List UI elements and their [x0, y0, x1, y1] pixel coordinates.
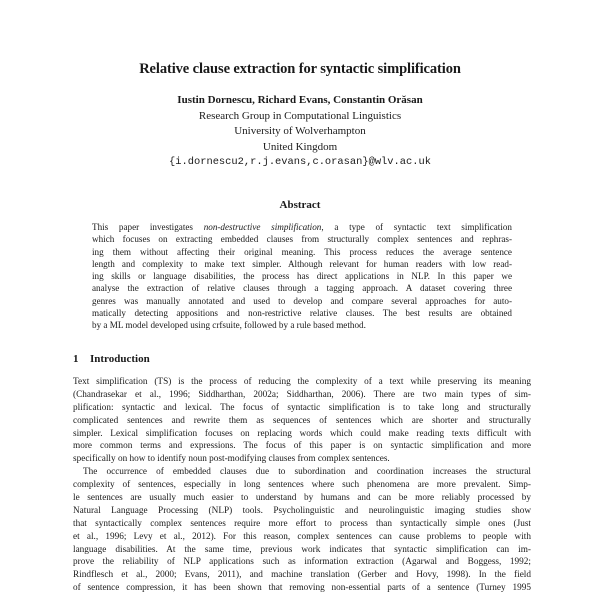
abstract-line: genres was manually annotated and used to develop and compare several approaches for auto-: [92, 295, 512, 306]
abstract-line: ing them without affecting their original meaning. This process reduces the average sentence: [92, 246, 512, 257]
abstract-heading: Abstract: [279, 199, 321, 211]
section-number: 1: [73, 353, 79, 365]
abstract-line: by a ML model developed using crfsuite, followed by a rule based method.: [92, 320, 366, 330]
abstract-line: This paper investigates non-destructive simplification, a type of syntactic text simplification: [92, 222, 512, 232]
abstract-line: analyse the extraction of relative clauses through a tagging approach. A dataset covering three: [92, 283, 512, 294]
paper-title: Relative clause extraction for syntactic simplification: [139, 61, 461, 77]
abstract-line: which focuses on extracting embedded clauses from structurally complex sentences and rephras-: [92, 234, 512, 245]
affiliation-country: United Kingdom: [262, 140, 338, 153]
section-title: Introduction: [90, 353, 150, 365]
body-line: The occurrence of embedded clauses due to subordination and coordination increases the structural: [83, 467, 531, 478]
body-line: more common terms and expressions. The focus of this paper is on syntactic simplification and more: [73, 441, 531, 452]
abstract-text: [92, 221, 512, 331]
body-line: complicated sentences and rewrite them as sequences of sentences which are shorter and structurally: [73, 415, 531, 426]
affiliation-university: University of Wolverhampton: [234, 125, 366, 137]
body-line: et al., 1996; Levy et al., 2012). For this reason, complex sentences can cause problems to people with: [73, 531, 531, 542]
abstract-emphasis: non-destructive simplification: [203, 222, 322, 232]
body-line: prove the reliability of NLP applications such as information extraction (Agarwal and Boggess, 1992;: [73, 557, 531, 568]
author-block: [0, 93, 600, 171]
body-line: language disabilities. At the same time, previous work indicates that syntactic simplification can im-: [73, 544, 531, 555]
body-line: of sentence compression, it has been shown that removing non-essential parts of a sentence (Turney 1995: [73, 583, 531, 594]
body-line: (Chandrasekar et al., 1996; Siddharthan, 2002a; Siddharthan, 2006). There are two main types of sim-: [73, 389, 531, 400]
abstract-line: length and complexity to make text simpler. Although relevant for human readers with low read-: [92, 258, 512, 269]
body-text: [73, 376, 531, 595]
section-heading: [73, 353, 150, 365]
body-line: Rindflesch et al., 2000; Evans, 2011), and machine translation (Gerber and Hovy, 1998). In the field: [73, 570, 531, 581]
author-emails: {i.dornescu2,r.j.evans,c.orasan}@wlv.ac.uk: [169, 156, 431, 168]
body-line: complexity of sentences, especially in long sentences where such phenomena are more prevalent. Simp-: [73, 480, 531, 491]
body-line: Natural Language Processing (NLP) tools. Psycholinguistic and neurolinguistic imaging studies show: [73, 505, 531, 516]
body-line: simpler. Lexical simplification focuses on replacing words which could make reading texts difficult with: [73, 428, 531, 439]
body-line: Text simplification (TS) is the process of reducing the complexity of a text while preserving its meaning: [73, 377, 531, 387]
author-names: Iustin Dornescu, Richard Evans, Constantin Orăsan: [177, 94, 423, 106]
body-line: plification: syntactic and lexical. The focus of syntactic simplification is to take long and structurally: [73, 402, 531, 413]
body-line: le sentences are usually much easier to understand by humans and can be more reliably processed by: [73, 493, 531, 504]
body-line: that syntactically complex sentences require more effort to process than syntactically simple ones (Just: [73, 518, 531, 529]
abstract-line: matically detecting appositions and non-restrictive relative clauses. The best results are obtained: [92, 307, 512, 318]
affiliation-group: Research Group in Computational Linguistics: [198, 109, 402, 122]
body-line: specifically on how to identify noun post-modifying clauses from complex sentences.: [73, 454, 390, 465]
abstract-line: ing skills or language disabilities, the process has direct applications in NLP. In this paper we: [92, 271, 512, 281]
